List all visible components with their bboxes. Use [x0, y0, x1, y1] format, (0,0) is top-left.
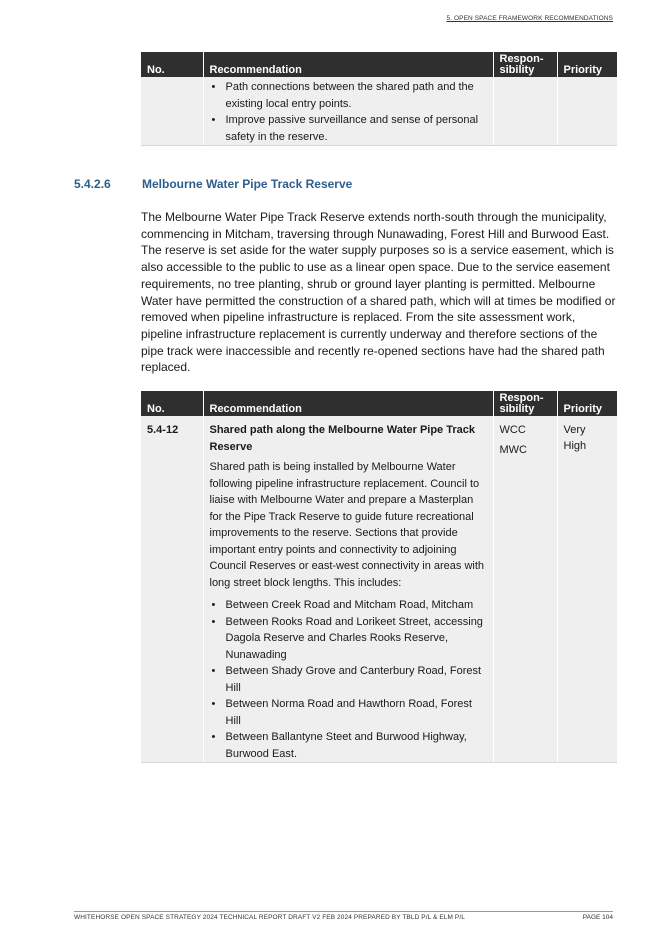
list-item: • Between Norma Road and Hawthorn Road, Forest Hill: [210, 696, 487, 729]
recommendation-description: Shared path is being installed by Melbourne Water following pipeline infrastructure replacement. Council to liaise with Melbourne Water and prepare a Masterplan for the Pipe Track Reserve to guide future recreational improvements to the reserve. Sections that provide important entry points and connectivity to adjoining Council Reserves or east-west connectivity in areas with long street block lengths. This includes:: [209, 461, 485, 589]
section-number: 5.4.2.6: [74, 177, 111, 191]
column-header-priority: Priority: [557, 391, 617, 416]
column-header-recommendation: Recommendation: [203, 52, 493, 77]
cell-priority: [557, 77, 617, 146]
bullet-list: [210, 79, 487, 145]
footer-divider: [74, 911, 613, 912]
responsibility-mwc: MWC: [499, 444, 527, 456]
table-row: [141, 77, 617, 146]
list-item: • Between Rooks Road and Lorikeet Street, accessing Dagola Reserve and Charles Rooks Reserve, Nunawading: [210, 614, 487, 664]
table-row: [141, 416, 617, 763]
section-paragraph: The Melbourne Water Pipe Track Reserve extends north-south through the municipality, commencing in Mitcham, traversing through Nunawading, Forest Hill and Burwood East. The reserve is set aside for the water supply purposes so is a service easement, which is also accessible to the public to use as a linear open space. Due to the service easement requirements, no tree planting, shrub or ground layer planting is permitted. Melbourne Water have permitted the construction of a shared path, which will at times be modified or removed when pipeline infrastructure is replaced. From the site assessment work, pipeline infrastructure replacement is currently underway and therefore sections of the pipe track were inaccessible and recently re-opened sections have had the shared path replaced.: [141, 210, 616, 375]
cell-responsibility: [493, 77, 557, 146]
section-heading: [74, 177, 352, 191]
list-item: • Between Shady Grove and Canterbury Road, Forest Hill: [210, 663, 487, 696]
recommendations-table-continued: [141, 52, 617, 146]
list-item: • Between Creek Road and Mitcham Road, Mitcham: [210, 597, 487, 614]
recommendations-table: [141, 391, 617, 763]
priority-value: Very High: [563, 424, 587, 452]
responsibility-wcc: WCC: [499, 424, 526, 436]
column-header-responsibility: Respon- sibility: [493, 391, 557, 416]
column-header-responsibility: Respon- sibility: [493, 52, 557, 77]
column-header-no: No.: [141, 52, 203, 77]
footer-text: WHITEHORSE OPEN SPACE STRATEGY 2024 TECHNICAL REPORT DRAFT V2 FEB 2024 PREPARED BY TBLD P/L & ELM P/L: [74, 914, 465, 921]
page-number: PAGE 104: [582, 914, 613, 921]
column-header-recommendation: Recommendation: [203, 391, 493, 416]
cell-recommendation: [203, 77, 493, 146]
section-title: Melbourne Water Pipe Track Reserve: [142, 177, 353, 191]
recommendation-number: 5.4-12: [147, 424, 179, 436]
cell-no: [141, 77, 203, 146]
column-header-no: No.: [141, 391, 203, 416]
list-item: • Path connections between the shared path and the existing local entry points.: [210, 79, 487, 112]
running-header: 5. OPEN SPACE FRAMEWORK RECOMMENDATIONS: [446, 15, 613, 22]
cell-recommendation: [203, 416, 493, 763]
cell-no: [141, 416, 203, 763]
recommendation-title: Shared path along the Melbourne Water Pipe Track Reserve: [209, 424, 475, 453]
list-item: • Between Ballantyne Steet and Burwood Highway, Burwood East.: [210, 729, 487, 762]
table-header-row: [141, 391, 617, 416]
cell-priority: [557, 416, 617, 763]
cell-responsibility: [493, 416, 557, 763]
column-header-priority: Priority: [557, 52, 617, 77]
bullet-list: [210, 597, 487, 762]
list-item: • Improve passive surveillance and sense of personal safety in the reserve.: [210, 112, 487, 145]
table-header-row: [141, 52, 617, 77]
